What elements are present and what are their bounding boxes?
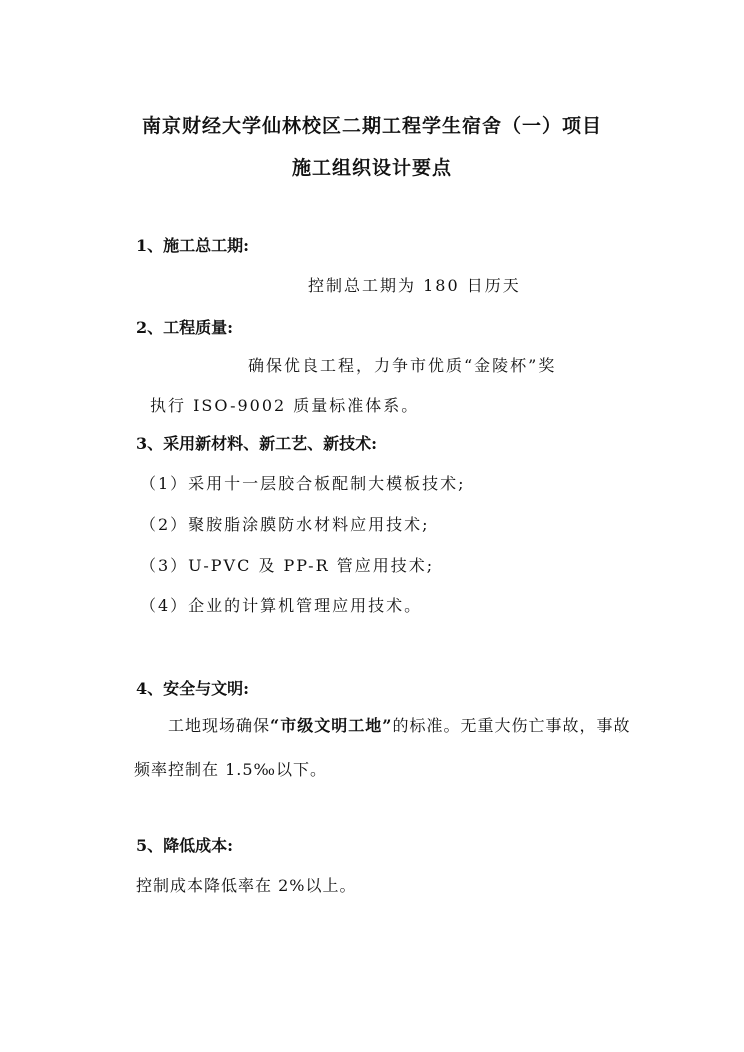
section-4-paragraph-line-2: 频率控制在 1.5‰以下。 xyxy=(134,760,328,779)
document-title-line1: 南京财经大学仙林校区二期工程学生宿舍（一）项目 xyxy=(141,115,602,137)
section-3-line-3: （3）U-PVC 及 PP-R 管应用技术; xyxy=(140,556,435,575)
section-3-line-1: （1）采用十一层胶合板配制大模板技术; xyxy=(140,474,466,493)
section-1-line-1: 控制总工期为 180 日历天 xyxy=(308,276,521,295)
section-4-paragraph-line-1 xyxy=(168,716,630,736)
section-3-line-2: （2）聚胺脂涂膜防水材料应用技术; xyxy=(140,515,430,534)
section-5-heading: 5、降低成本: xyxy=(136,836,234,855)
section-2-line-2: 执行 ISO-9002 质量标准体系。 xyxy=(150,396,420,415)
section-2-heading: 2、工程质量: xyxy=(136,318,234,337)
section-1-heading: 1、施工总工期: xyxy=(136,236,250,255)
section-4-para-bold: “市级文明工地” xyxy=(270,716,393,735)
section-4-para-start: 工地现场确保 xyxy=(168,716,271,735)
section-4-para-end: 的标准。无重大伤亡事故，事故 xyxy=(392,716,631,735)
section-2-line-1: 确保优良工程，力争市优质“金陵杯”奖 xyxy=(248,356,557,375)
section-3-heading: 3、采用新材料、新工艺、新技术: xyxy=(136,434,378,453)
section-5-line-1: 控制成本降低率在 2%以上。 xyxy=(136,876,357,895)
document-title-line2: 施工组织设计要点 xyxy=(291,157,452,179)
section-3-line-4: （4）企业的计算机管理应用技术。 xyxy=(140,596,423,615)
section-4-heading: 4、安全与文明: xyxy=(136,679,250,698)
